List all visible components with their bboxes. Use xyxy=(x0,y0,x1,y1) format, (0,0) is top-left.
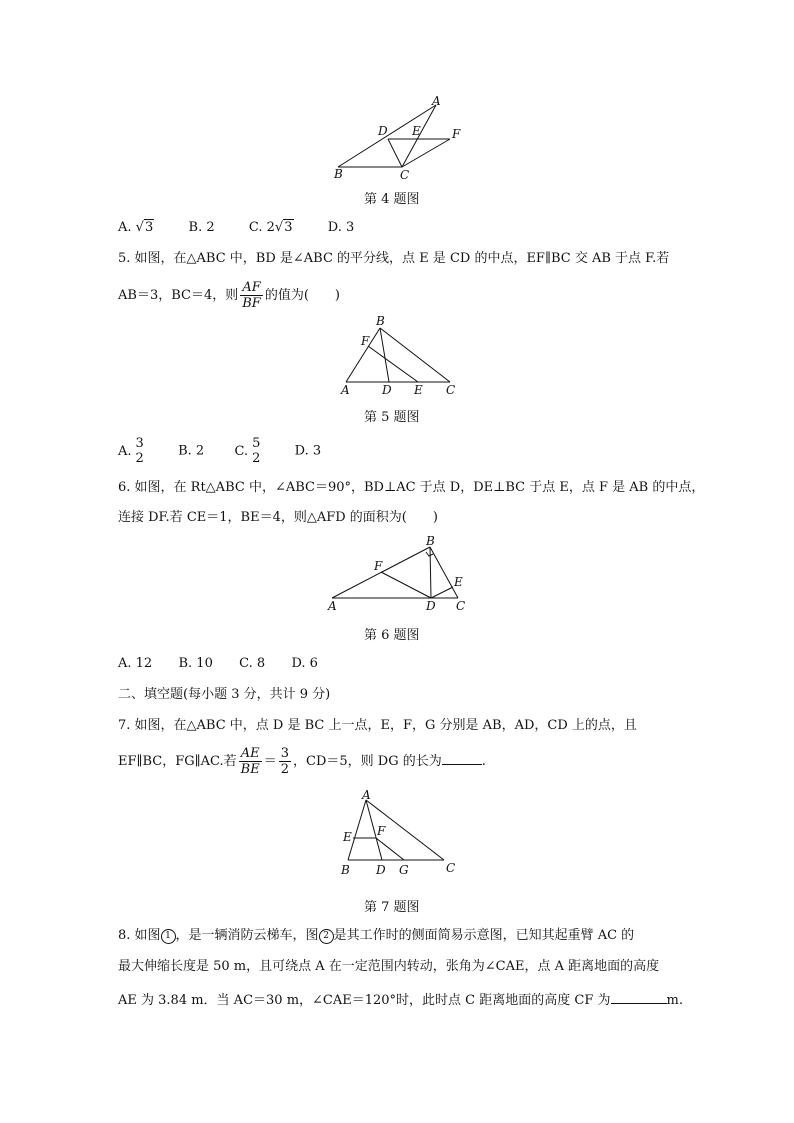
fig7-caption: 第 7 题图 xyxy=(364,900,420,915)
q8-line3: AE 为 3.84 m．当 AC＝30 m，∠CAE＝120°时，此时点 C 距离地面的高度 CF 为 m. xyxy=(118,990,683,1009)
q6-option-b: B. 10 xyxy=(178,656,213,671)
fig6-line-fd xyxy=(381,572,431,598)
fig4-label-b: B xyxy=(334,167,343,181)
fig5-label-d: D xyxy=(382,383,392,397)
fig5-label-b: B xyxy=(376,314,385,328)
fig7-label-d: D xyxy=(376,863,386,877)
q4-option-b: B. 2 xyxy=(188,220,215,235)
fig6-line-de xyxy=(431,587,453,598)
fig7-label-a: A xyxy=(362,788,371,802)
section-2-title: 二、填空题(每小题 3 分，共计 9 分) xyxy=(118,687,331,702)
q5-line2: AB＝3，BC＝4，则 $\frac{AF}{BF}$ 的值为( ) xyxy=(118,280,340,311)
q5-options xyxy=(118,436,321,466)
fig7-label-e: E xyxy=(343,830,352,844)
q8-line2: 最大伸缩长度是 50 m，且可绕点 A 在一定范围内转动，张角为∠CAE，点 A 距离地面的高度 xyxy=(118,959,660,974)
fig4-label-d: D xyxy=(378,124,388,138)
fig5-label-a: A xyxy=(341,383,350,397)
figure-1-marker: 1 xyxy=(161,929,176,944)
fig6-label-d: D xyxy=(426,599,436,613)
q4-options xyxy=(118,220,354,236)
figure-6 xyxy=(326,532,474,616)
q5-line1: 5. 如图，在△ABC 中，BD 是∠ABC 的平分线，点 E 是 CD 的中点，EF∥BC 交 AB 于点 F.若 xyxy=(118,251,670,266)
fig4-line-dc xyxy=(388,139,402,167)
fig4-label-c: C xyxy=(400,168,410,182)
fig7-label-b: B xyxy=(341,863,350,877)
fig7-line-fg xyxy=(376,838,404,860)
q6-options xyxy=(118,656,318,672)
fig4-caption: 第 4 题图 xyxy=(364,192,420,207)
q7-answer-blank[interactable] xyxy=(442,751,482,765)
figure-4 xyxy=(330,96,470,182)
fig6-line-bc xyxy=(430,547,458,598)
figure-7 xyxy=(338,788,462,878)
fig6-label-f: F xyxy=(374,559,383,573)
fig5-label-e: E xyxy=(414,383,423,397)
fig4-label-e: E xyxy=(412,124,421,138)
figure-2-marker: 2 xyxy=(319,929,334,944)
q5-option-c: C. 5 2 xyxy=(234,436,261,466)
fig6-label-b: B xyxy=(426,534,435,548)
q7-line2: EF∥BC，FG∥AC.若 $\frac{AE}{BE}$ ＝ $\frac{3}{2}$ ，CD＝5，则 DG 的长为 . xyxy=(118,746,486,777)
q6-line2: 连接 DF.若 CE＝1，BE＝4，则△AFD 的面积为( ) xyxy=(118,510,438,525)
q6-option-c: C. 8 xyxy=(239,656,266,671)
q6-option-a: A. 12 xyxy=(118,656,153,671)
q5-option-a: A. 3 2 xyxy=(118,436,144,466)
fig6-label-e: E xyxy=(454,575,463,589)
fig6-label-c: C xyxy=(456,599,466,613)
q4-option-a: A. √3 xyxy=(118,220,154,235)
q6-option-d: D. 6 xyxy=(291,656,318,671)
q5-option-b: B. 2 xyxy=(178,443,205,459)
fig7-label-f: F xyxy=(377,824,386,838)
q8-answer-blank[interactable] xyxy=(611,990,667,1004)
q4-option-d: D. 3 xyxy=(327,220,355,235)
q7-line1: 7. 如图，在△ABC 中，点 D 是 BC 上一点，E，F，G 分别是 AB，AD，CD 上的点，且 xyxy=(118,718,637,733)
fig5-label-f: F xyxy=(361,334,370,348)
figure-5 xyxy=(338,314,462,398)
fig5-caption: 第 5 题图 xyxy=(364,410,420,425)
fig6-right-angle xyxy=(426,552,433,556)
fig5-label-c: C xyxy=(446,383,456,397)
fig7-label-c: C xyxy=(446,861,456,875)
fig6-caption: 第 6 题图 xyxy=(364,628,420,643)
q6-line1: 6. 如图，在 Rt△ABC 中，∠ABC＝90°，BD⊥AC 于点 D，DE⊥BC 于点 E，点 F 是 AB 的中点， xyxy=(118,480,705,495)
q8-line1: 8. 如图 1 ，是一辆消防云梯车，图 2 是其工作时的侧面简易示意图，已知其起重臂 AC 的 xyxy=(118,928,635,943)
fig6-label-a: A xyxy=(328,599,337,613)
fig7-label-g: G xyxy=(399,863,409,877)
fig4-label-a: A xyxy=(432,94,441,108)
fig4-label-f: F xyxy=(452,127,461,141)
q4-option-c: C. 2√3 xyxy=(248,220,293,235)
q5-option-d: D. 3 xyxy=(294,443,322,459)
fig5-line-bc xyxy=(380,328,450,382)
